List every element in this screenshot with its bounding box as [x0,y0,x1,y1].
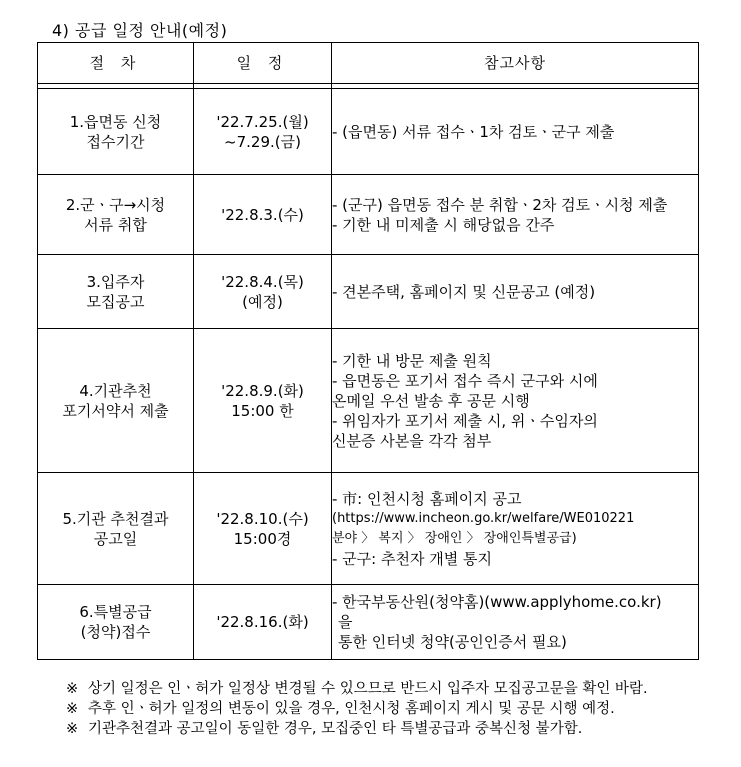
table-row [38,255,699,329]
step-cell [38,175,194,255]
date-line: ~7.29.(금) [224,132,301,151]
step-line: 포기서약서 제출 [62,401,169,420]
date-line: '22.8.3.(수) [221,205,304,224]
note-line: - 市: 인천시청 홈페이지 공고 [332,489,522,508]
date-line: '22.8.4.(목) [221,272,304,291]
note-line: - (군구) 읍면동 접수 분 취합ㆍ2차 검토ㆍ시청 제출 [332,195,668,214]
header-step: 절 차 [38,43,194,84]
note-line: - 견본주택, 홈페이지 및 신문공고 (예정) [332,282,596,301]
section-heading: 4) 공급 일정 안내(예정) [52,21,228,40]
note-line: - 기한 내 방문 제출 원칙 [332,351,492,370]
footnotes [66,679,706,739]
date-line: '22.8.9.(화) [221,381,304,400]
step-line: 2.군ㆍ구→시청 [65,195,166,214]
step-line: 4.기관추천 [79,381,152,400]
footnote [66,679,706,699]
step-line: 1.읍면동 신청 [69,112,162,131]
notes-cell [332,329,699,473]
step-cell [38,329,194,473]
note-line: 을 [338,613,353,631]
table-row [38,473,699,585]
footnote [66,699,706,719]
table-row [38,585,699,660]
header-note: 참고사항 [332,43,699,84]
step-line: 5.기관 추천결과 [62,509,169,528]
notes-cell [332,89,699,175]
step-line: 공고일 [93,529,138,548]
date-cell [194,329,332,473]
note-line: - (읍면동) 서류 접수ㆍ1차 검토ㆍ군구 제출 [332,122,615,141]
notes-cell [332,473,699,585]
reference-mark-icon: ※ [66,721,79,737]
note-line: 통한 인터넷 청약(공인인증서 필요) [338,633,567,651]
date-cell [194,585,332,660]
note-line: 분야 〉 복지 〉 장애인 〉 장애인특별공급) [332,530,577,546]
notes-cell [332,175,699,255]
footnote-text: 추후 인ㆍ허가 일정의 변동이 있을 경우, 인천시청 홈페이지 게시 및 공문 시행 예정. [88,701,615,717]
step-cell [38,89,194,175]
table-row [38,89,699,175]
step-cell [38,473,194,585]
footnote [66,719,706,739]
note-line: - 군구: 추천자 개별 통지 [332,549,492,568]
step-cell [38,585,194,660]
reference-mark-icon: ※ [66,701,79,717]
schedule-table [37,42,699,660]
footnote-text: 상기 일정은 인ㆍ허가 일정상 변경될 수 있으므로 반드시 입주자 모집공고문을 확인 바람. [88,681,648,697]
table-header-row [38,43,699,84]
note-line: 온메일 우선 발송 후 공문 시행 [332,391,530,410]
table-row [38,175,699,255]
date-line: '22.8.10.(수) [216,509,309,528]
date-cell [194,89,332,175]
step-line: 3.입주자 [86,272,145,291]
footnote-text: 기관추천결과 공고일이 동일한 경우, 모집중인 타 특별공급과 중복신청 불가함. [88,721,583,737]
step-line: 6.특별공급 [79,603,152,621]
table-row [38,329,699,473]
date-line: '22.7.25.(월) [216,112,309,131]
note-line: - 기한 내 미제출 시 해당없음 간주 [332,215,555,234]
note-line: (https://www.incheon.go.kr/welfare/WE010221 [332,510,635,526]
date-cell [194,473,332,585]
header-date: 일 정 [194,43,332,84]
note-line: 신분증 사본을 각각 첨부 [332,431,492,450]
note-line: - 한국부동산원(청약홈)(www.applyhome.co.kr) [332,593,662,611]
reference-mark-icon: ※ [66,681,79,697]
date-line: '22.8.16.(화) [216,613,309,631]
date-line: 15:00경 [233,529,292,548]
note-line: - 위임자가 포기서 제출 시, 위ㆍ수임자의 [332,411,598,430]
step-line: (청약)접수 [80,623,151,641]
step-line: 모집공고 [86,292,145,311]
notes-cell [332,255,699,329]
date-cell [194,175,332,255]
step-line: 접수기간 [86,132,145,151]
step-line: 서류 취합 [84,215,147,234]
date-line: (예정) [242,292,283,311]
date-cell [194,255,332,329]
notes-cell [332,585,699,660]
date-line: 15:00 한 [231,401,294,420]
note-line: - 읍면동은 포기서 접수 즉시 군구와 시에 [332,371,598,390]
step-cell [38,255,194,329]
